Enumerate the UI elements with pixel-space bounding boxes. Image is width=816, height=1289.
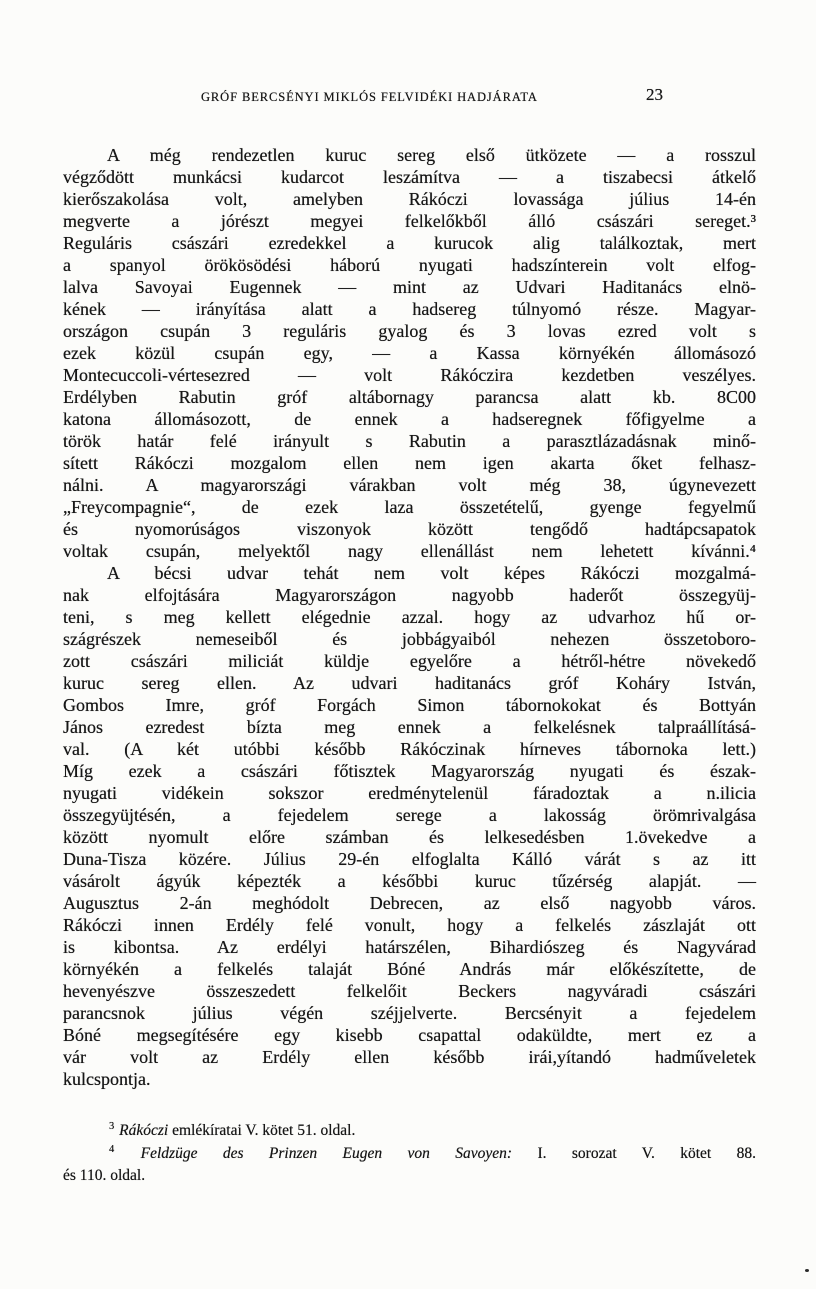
text-line: Míg ezek a császári főtisztek Magyarország nyugati és észak-	[63, 761, 756, 781]
text-line: zott császári miliciát küldje egyelőre a hétről-hétre növekedő	[63, 651, 756, 671]
text-line: környékén a felkelés talaját Bóné András már előkészítette, de	[63, 959, 756, 979]
footnote-3-text: emlékíratai V. kötet 51. oldal.	[168, 1122, 356, 1139]
text-line: kének — irányítása alatt a hadsereg túlnyomó része. Magyar-	[63, 299, 756, 319]
text-line: nálni. A magyarországi várakban volt még 38, úgynevezett	[63, 475, 756, 495]
text-line: voltak csupán, melyektől nagy ellenállást nem lehetett kívánni.⁴	[63, 541, 756, 561]
text-line: katona állomásozott, de ennek a hadseregnek főfigyelme a	[63, 409, 756, 429]
text-line: val. (A két utóbbi később Rákóczinak hírneves tábornoka lett.)	[63, 739, 756, 759]
footnote-4-marker: 4	[109, 1143, 116, 1155]
text-line: Rákóczi innen Erdély felé vonult, hogy a felkelés zászlaját ott	[63, 915, 756, 935]
text-line: nak elfojtására Magyarországon nagyobb haderőt összegyüj-	[63, 585, 756, 605]
footnote-3	[63, 1120, 756, 1143]
text-line: A még rendezetlen kuruc sereg első ütközete — a rosszul	[107, 145, 756, 165]
text-line: vásárolt ágyúk képezték a későbbi kuruc tűzérség alapját. —	[63, 871, 756, 891]
text-block	[63, 144, 756, 1188]
text-line: összegyüjtésén, a fejedelem serege a lakosság örömrivalgása	[63, 805, 756, 825]
text-line: török határ felé irányult s Rabutin a parasztlázadásnak minő-	[63, 431, 756, 451]
text-line: kulcspontja.	[63, 1069, 151, 1089]
text-line: között nyomult előre számban és lelkesedésben 1.övekedve a	[63, 827, 756, 847]
text-line: A bécsi udvar tehát nem volt képes Rákóczi mozgalmá-	[107, 563, 756, 583]
text-line: Augusztus 2-án meghódolt Debrecen, az első nagyobb város.	[63, 893, 756, 913]
text-line: vár volt az Erdély ellen később irái,yítandó hadműveletek	[63, 1047, 756, 1067]
running-header-title: GRÓF BERCSÉNYI MIKLÓS FELVIDÉKI HADJÁRATA	[201, 90, 538, 104]
text-line: hevenyészve összeszedett felkelőit Beckers nagyváradi császári	[63, 981, 756, 1001]
footnotes	[63, 1120, 756, 1188]
text-line: Bóné megsegítésére egy kisebb csapattal odaküldte, mert ez a	[63, 1025, 756, 1045]
text-line: lalva Savoyai Eugennek — mint az Udvari Haditanács elnö-	[63, 277, 756, 297]
text-line: Gombos Imre, gróf Forgách Simon tábornokokat és Bottyán	[63, 695, 756, 715]
text-line: országon csupán 3 reguláris gyalog és 3 lovas ezred volt s	[63, 321, 756, 341]
text-line: és nyomorúságos viszonyok között tengődő hadtápcsapatok	[63, 519, 756, 539]
text-line: ezek közül csupán egy, — a Kassa környékén állomásozó	[63, 343, 756, 363]
text-line: Montecuccoli-vértesezred — volt Rákóczira kezdetben veszélyes.	[63, 365, 756, 385]
footnote-4-title-italic: Feldzüge des Prinzen Eugen von Savoyen:	[140, 1144, 513, 1162]
footnote-4-continuation: és 110. oldal.	[63, 1167, 146, 1184]
text-line: „Freycompagnie“, de ezek laza összetételű, gyenge fegyelmű	[63, 497, 756, 517]
text-line: sített Rákóczi mozgalom ellen nem igen akarta őket felhasz-	[63, 453, 756, 473]
page-header	[0, 0, 816, 120]
footnote-3-marker: 3	[109, 1120, 116, 1132]
text-line: Duna-Tisza közére. Július 29-én elfoglalta Kálló várát s az itt	[63, 849, 756, 869]
text-line: megverte a jórészt megyei felkelőkből álló császári sereget.³	[63, 211, 756, 231]
footnote-4-text: I. sorozat V. kötet 88.	[512, 1144, 756, 1162]
text-line: kuruc sereg ellen. Az udvari haditanács gróf Koháry István,	[63, 673, 756, 693]
text-line: Reguláris császári ezredekkel a kurucok alig találkoztak, mert	[63, 233, 756, 253]
footnote-3-title-italic: Rákóczi	[119, 1122, 169, 1139]
text-line: Erdélyben Rabutin gróf altábornagy parancsa alatt kb. 8C00	[63, 387, 756, 407]
text-line: parancsnok július végén széjjelverte. Bercsényit a fejedelem	[63, 1003, 756, 1023]
text-line: kierőszakolása volt, amelyben Rákóczi lovassága július 14-én	[63, 189, 756, 209]
scan-artifact-speck	[805, 1269, 809, 1272]
paragraph-2	[63, 562, 756, 1090]
text-line: a spanyol örökösödési háború nyugati hadszínterein volt elfog-	[63, 255, 756, 275]
text-line: végződött munkácsi kudarcot leszámítva — a tiszabecsi átkelő	[63, 167, 756, 187]
text-line: nyugati vidékein sokszor eredménytelenül fáradoztak a n.ilicia	[63, 783, 756, 803]
footnote-4	[63, 1143, 756, 1166]
text-line: teni, s meg kellett elégednie azzal. hogy az udvarhoz hű or-	[63, 607, 756, 627]
text-line: János ezredest bízta meg ennek a felkelésnek talpraállításá-	[63, 717, 756, 737]
paragraph-1	[63, 144, 756, 562]
page-number: 23	[646, 85, 663, 104]
text-line: szágrészek nemeseiből és jobbágyaiból nehezen összetoboro-	[63, 629, 756, 649]
text-line: is kibontsa. Az erdélyi határszélen, Bihardiószeg és Nagyvárad	[63, 937, 756, 957]
